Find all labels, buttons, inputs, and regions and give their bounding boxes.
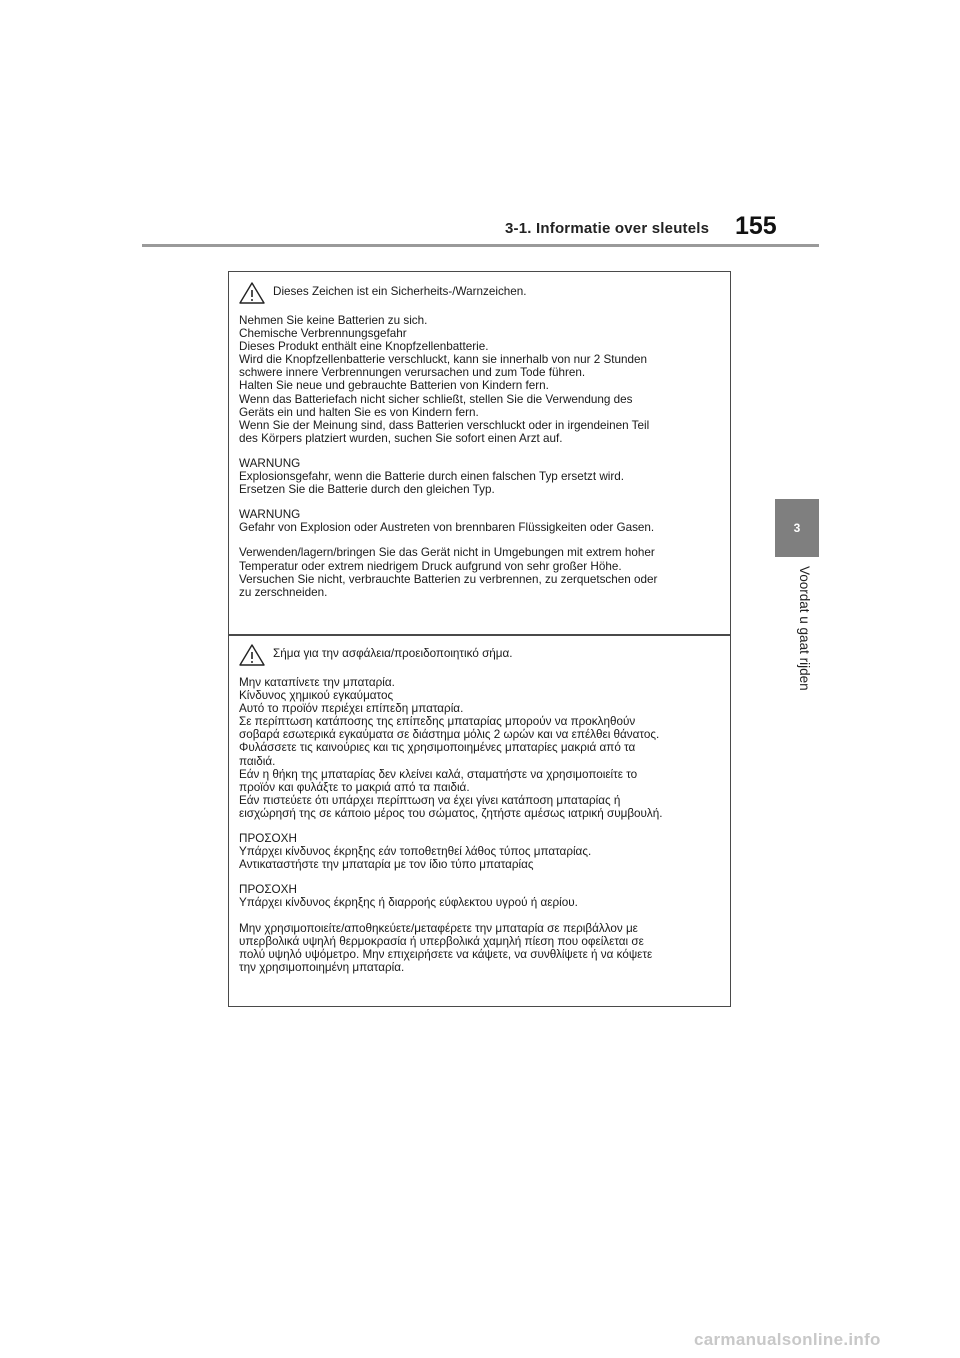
text-line: zu zerschneiden. — [239, 585, 328, 599]
text-line: Halten Sie neue und gebrauchte Batterien von Kindern fern. — [239, 379, 549, 393]
text-line: Verwenden/lagern/bringen Sie das Gerät nicht in Umgebungen mit extrem hoher — [239, 546, 655, 560]
warning-triangle-icon — [239, 282, 265, 304]
german-sign-text: Dieses Zeichen ist ein Sicherheits-/Warnzeichen. — [273, 284, 527, 298]
text-line: des Körpers platziert wurden, suchen Sie sofort einen Arzt auf. — [239, 431, 563, 445]
text-line: WARNUNG — [239, 456, 301, 470]
text-line: Explosionsgefahr, wenn die Batterie durch einen falschen Typ ersetzt wird. — [239, 470, 625, 484]
paragraph — [239, 314, 720, 445]
text-line: Κίνδυνος χημικού εγκαύματος — [239, 689, 394, 703]
german-paragraphs — [239, 314, 720, 599]
text-line: ΠΡΟΣΟΧΗ — [239, 883, 297, 897]
chapter-tab-number: 3 — [793, 521, 801, 535]
text-line: Εάν πιστεύετε ότι υπάρχει περίπτωση να έχει γίνει κατάποση μπαταρίας ή — [239, 793, 621, 807]
text-line: Ersetzen Sie die Batterie durch den gleichen Typ. — [239, 483, 495, 497]
greek-paragraphs — [239, 676, 720, 974]
german-section — [229, 282, 730, 611]
text-line: Φυλάσσετε τις καινούριες και τις χρησιμοποιημένες μπαταρίες μακριά από τα — [239, 741, 636, 755]
text-line: εισχώρησή της σε κάποιο μέρος του σώματος, ζητήστε αμέσως ιατρική συμβουλή. — [239, 806, 663, 820]
text-line: schwere innere Verbrennungen verursachen und zum Tode führen. — [239, 366, 586, 380]
chapter-tab[interactable] — [775, 499, 819, 557]
chapter-side-label: Voordat u gaat rijden — [797, 566, 812, 691]
text-line: Geräts ein und halten Sie es von Kindern fern. — [239, 405, 479, 419]
watermark: carmanualsonline.info — [694, 1330, 881, 1349]
text-line: παιδιά. — [239, 754, 276, 768]
paragraph — [239, 546, 720, 598]
german-sign-row — [239, 282, 720, 304]
text-line: Temperatur oder extrem niedrigem Druck aufgrund von sehr großer Höhe. — [239, 559, 622, 573]
box-divider — [229, 634, 730, 636]
text-line: Nehmen Sie keine Batterien zu sich. — [239, 314, 428, 327]
text-line: WARNUNG — [239, 508, 301, 522]
text-line: Σε περίπτωση κατάποσης της επίπεδης μπαταρίας μπορούν να προκληθούν — [239, 715, 636, 729]
text-line: Αντικαταστήστε την μπαταρία με τον ίδιο τύπο μπαταρίας — [239, 858, 534, 872]
text-line: Υπάρχει κίνδυνος έκρηξης ή διαρροής εύφλεκτου υγρού ή αερίου. — [239, 896, 578, 910]
paragraph — [239, 832, 720, 871]
text-line: Μην καταπίνετε την μπαταρία. — [239, 676, 395, 689]
warning-box — [228, 271, 731, 1007]
greek-sign-row — [239, 644, 720, 666]
text-line: Υπάρχει κίνδυνος έκρηξης εάν τοποθετηθεί λάθος τύπος μπαταρίας. — [239, 845, 592, 859]
text-line: Wenn Sie der Meinung sind, dass Batterien verschluckt oder in irgendeinen Teil — [239, 418, 650, 432]
text-line: Versuchen Sie nicht, verbrauchte Batterien zu verbrennen, zu zerquetschen oder — [239, 572, 658, 586]
text-line: Αυτό το προϊόν περιέχει επίπεδη μπαταρία. — [239, 702, 464, 716]
text-line: την χρησιμοποιημένη μπαταρία. — [239, 960, 405, 974]
warning-triangle-icon — [239, 644, 265, 666]
text-line: Wenn das Batteriefach nicht sicher schließt, stellen Sie die Verwendung des — [239, 392, 633, 406]
text-line: Μην χρησιμοποιείτε/αποθηκεύετε/μεταφέρετε την μπαταρία σε περιβάλλον με — [239, 921, 638, 935]
text-line: πολύ υψηλό υψόμετρο. Μην επιχειρήσετε να κάψετε, να συνθλίψετε ή να κόψετε — [239, 947, 653, 961]
paragraph — [239, 676, 720, 820]
greek-section — [229, 644, 730, 986]
text-line: προϊόν και φυλάξτε το μακριά από τα παιδιά. — [239, 780, 470, 794]
paragraph — [239, 508, 720, 534]
text-line: Dieses Produkt enthält eine Knopfzellenbatterie. — [239, 340, 489, 354]
text-line: ΠΡΟΣΟΧΗ — [239, 832, 297, 846]
paragraph — [239, 457, 720, 496]
text-line: υπερβολικά υψηλή θερμοκρασία ή υπερβολικά χαμηλή πίεση που οφείλεται σε — [239, 934, 644, 948]
paragraph — [239, 883, 720, 909]
text-line: Chemische Verbrennungsgefahr — [239, 327, 407, 341]
text-line: σοβαρά εσωτερικά εγκαύματα σε διάστημα μόλις 2 ωρών και να επέλθει θάνατος. — [239, 728, 660, 742]
text-line: Gefahr von Explosion oder Austreten von brennbaren Flüssigkeiten oder Gasen. — [239, 521, 655, 535]
paragraph — [239, 922, 720, 974]
greek-sign-text: Σήμα για την ασφάλεια/προειδοποιητικό σήμα. — [273, 646, 513, 660]
header-rule — [142, 244, 819, 247]
text-line: Wird die Knopfzellenbatterie verschluckt, kann sie innerhalb von nur 2 Stunden — [239, 353, 648, 367]
section-header-title: 3-1. Informatie over sleutels — [505, 220, 710, 237]
page-number: 155 — [735, 212, 777, 240]
text-line: Εάν η θήκη της μπαταρίας δεν κλείνει καλά, σταματήστε να χρησιμοποιείτε το — [239, 767, 638, 781]
